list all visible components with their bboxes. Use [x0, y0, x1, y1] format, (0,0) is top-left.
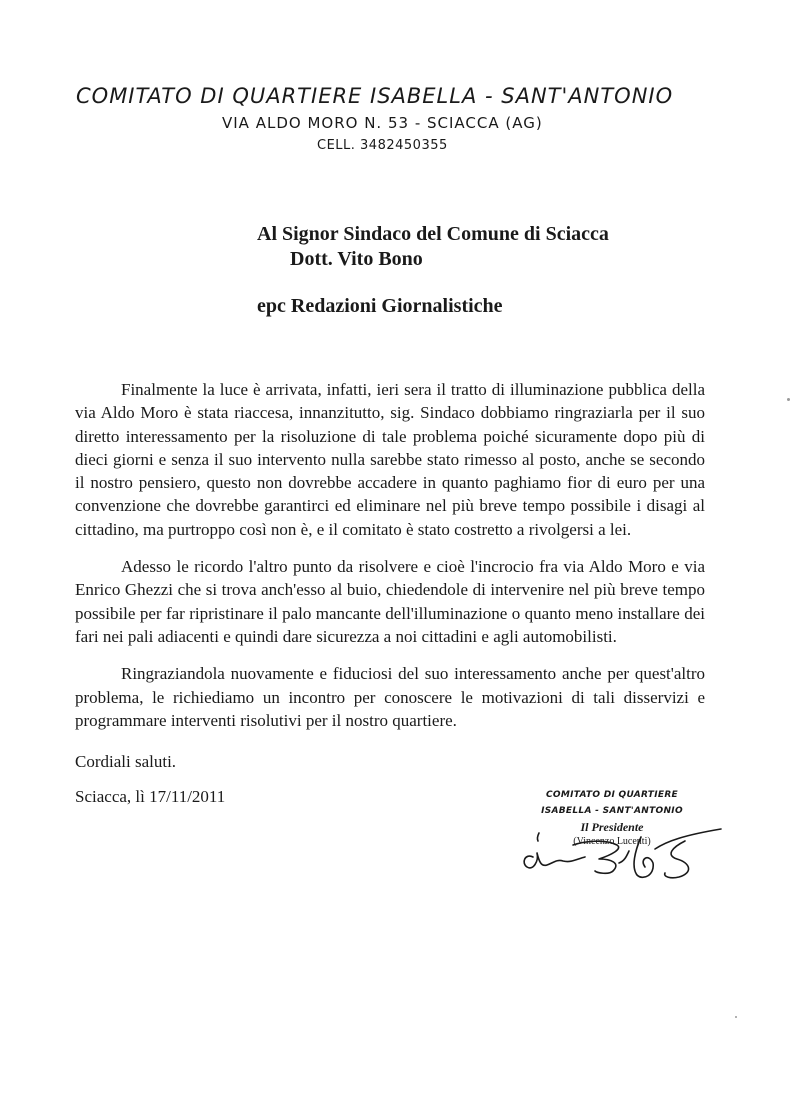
stamp-line-2: ISABELLA - SANT'ANTONIO: [541, 806, 683, 816]
closing-greeting: Cordiali saluti.: [75, 752, 177, 771]
handwritten-signature: [515, 815, 735, 895]
scan-speck: [787, 398, 790, 401]
stamp-role: Il Presidente: [580, 820, 644, 834]
body-paragraph-1: Finalmente la luce è arrivata, infatti, ieri sera il tratto di illuminazione pubblica della via Aldo Moro è stata riaccesa, innanzitutto, sig. Sindaco dobbiamo ringraziarla per il suo diretto interessamento per la risoluzione di tale problema poiché sicuramente dopo più di dieci giorni e senza il suo intervento nulla sarebbe stato rimesso al posto, anche se secondo il nostro pensiero, questo non dovrebbe accadere in quanto paghiamo fior di euro per una convenzione che dovrebbe garantirci ed eliminare nel più breve tempo possibile i disagi al cittadino, ma purtroppo così non è, e il comitato è stato costretto a rivolgersi a lei.: [75, 380, 705, 539]
recipient-cc: epc Redazioni Giornalistiche: [257, 295, 503, 317]
recipient-line-1: Al Signor Sindaco del Comune di Sciacca: [257, 223, 609, 245]
closing-place-date: Sciacca, lì 17/11/2011: [75, 787, 226, 806]
stamp-name: (Vincenzo Lucenti): [573, 836, 651, 847]
letterhead-title: COMITATO DI QUARTIERE ISABELLA - SANT'ANTONIO: [76, 84, 674, 108]
letterhead-phone: CELL. 3482450355: [317, 138, 448, 153]
scan-speck: [735, 1016, 737, 1018]
recipient-line-2: Dott. Vito Bono: [290, 248, 423, 270]
stamp-line-1: COMITATO DI QUARTIERE: [545, 790, 679, 800]
body-paragraph-2: Adesso le ricordo l'altro punto da risolvere e cioè l'incrocio fra via Aldo Moro e via Enrico Ghezzi che si trova anch'esso al buio, chiedendole di intervenire nel più breve tempo possibile per far ripristinare il palo mancante dell'illuminazione o quanto meno installare dei fari nei pali adiacenti e quindi dare sicurezza a noi cittadini e agli automobilisti.: [75, 557, 705, 646]
body-paragraph-3: Ringraziandola nuovamente e fiduciosi del suo interessamento anche per quest'altro problema, le richiediamo un incontro per conoscere le motivazioni di tali disservizi e programmare interventi risolutivi per il nostro quartiere.: [75, 664, 705, 730]
letterhead-address: VIA ALDO MORO N. 53 - SCIACCA (AG): [222, 114, 543, 132]
letter-body: [75, 378, 705, 746]
